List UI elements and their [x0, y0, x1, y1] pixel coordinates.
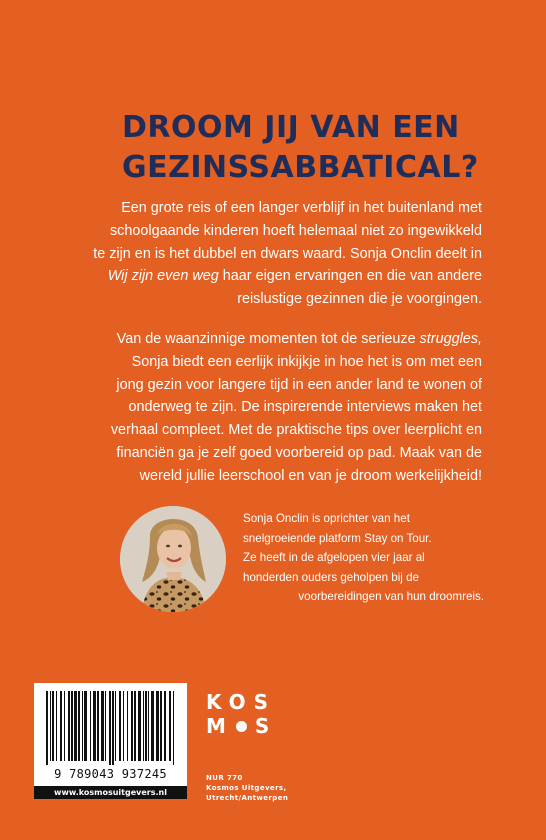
paragraph-line: verhaal compleet. Met de praktische tips over leerplicht en — [110, 422, 482, 439]
barcode-bar — [97, 691, 99, 761]
barcode-bar — [112, 691, 114, 765]
paragraph-line: onderweg te zijn. De inspirerende interviews maken het — [128, 399, 482, 416]
nur-code: NUR 770 — [206, 774, 243, 782]
paragraph-line — [86, 328, 482, 351]
barcode-bar — [82, 691, 83, 761]
bio-line: snelgroeiende platform Stay on Tour. — [243, 531, 432, 545]
barcode-bar — [115, 691, 116, 761]
barcode-bar — [160, 691, 162, 761]
logo-row-2 — [206, 714, 306, 738]
logo-letter: M — [206, 714, 234, 738]
barcode-bar — [123, 691, 124, 761]
paragraph-line: jong gezin voor langere tijd in een ander land te wonen of — [116, 376, 482, 393]
paragraph-line: financiën ga je zelf goed voorbereid op pad. Maak van de — [116, 444, 482, 461]
logo-dot-icon — [236, 721, 247, 732]
paragraph-line: wereld jullie leerschool en van je droom werkelijkheid! — [139, 467, 482, 484]
barcode-bar — [169, 691, 171, 761]
barcode-bar — [173, 691, 174, 765]
description-paragraph-1 — [86, 197, 482, 311]
barcode-bar — [156, 691, 159, 761]
barcode-bar — [134, 691, 136, 761]
bio-line: voorbereidingen van hun droomreis. — [298, 590, 484, 603]
barcode-bar — [101, 691, 104, 761]
barcode-bar — [164, 691, 166, 761]
paragraph-line — [86, 265, 482, 288]
barcode-bar — [127, 691, 128, 761]
paragraph-line: reislustige gezinnen die je voorgingen. — [237, 291, 482, 308]
barcode-bar — [143, 691, 144, 761]
barcode-bar — [109, 691, 111, 765]
paragraph-line: schoolgaande kinderen hoeft helemaal niet zo ingewikkeld — [109, 222, 482, 239]
barcode-bar — [56, 691, 57, 761]
headline — [122, 108, 502, 188]
headline-line-1: DROOM JIJ VAN EEN — [122, 110, 460, 145]
barcode-bar — [71, 691, 73, 761]
bio-line: honderden ouders geholpen bij de — [243, 570, 419, 584]
barcode-bar — [105, 691, 106, 761]
isbn-barcode — [34, 683, 187, 786]
barcode-bar — [145, 691, 147, 761]
barcode-bars — [42, 691, 179, 765]
barcode-bar — [50, 691, 51, 761]
barcode-bar — [78, 691, 80, 761]
barcode-bar — [131, 691, 133, 761]
publisher-info — [206, 773, 346, 803]
barcode-bar — [52, 691, 54, 761]
barcode-bar — [74, 691, 77, 761]
isbn-digits: 9 789043 937245 — [54, 767, 167, 781]
publisher-url: www.kosmosuitgevers.nl — [34, 786, 187, 799]
paragraph-line-prefix: Van de waanzinnige momenten tot de serieuze — [116, 331, 416, 347]
barcode-bar — [68, 691, 70, 761]
headline-line-2: GEZINSSABBATICAL? — [122, 150, 479, 185]
barcode-bar — [84, 691, 87, 761]
bio-line: Sonja Onclin is oprichter van het — [243, 512, 410, 525]
publisher-name: Kosmos Uitgevers, — [206, 784, 287, 792]
bio-line: Ze heeft in de afgelopen vier jaar al — [243, 551, 425, 564]
logo-row-1: KOS — [206, 690, 277, 714]
paragraph-line-rest: haar eigen ervaringen en die van andere — [222, 268, 482, 285]
publisher-city: Utrecht/Antwerpen — [206, 794, 289, 802]
italic-word: struggles, — [419, 331, 482, 347]
barcode-bar — [148, 691, 149, 761]
description-paragraph-2 — [86, 328, 482, 488]
barcode-bar — [119, 691, 121, 761]
barcode-bar — [90, 691, 91, 761]
barcode-bar — [46, 691, 48, 765]
paragraph-line: Een grote reis of een langer verblijf in het buitenland met — [121, 200, 482, 216]
barcode-bar — [138, 691, 141, 761]
book-title: Wij zijn even weg — [107, 268, 219, 285]
barcode-bar — [151, 691, 154, 761]
logo-letter: S — [254, 714, 278, 738]
barcode-bar — [64, 691, 65, 761]
paragraph-line: Sonja biedt een eerlijk inkijkje in hoe het is om met een — [131, 353, 482, 370]
author-bio — [243, 509, 484, 607]
author-photo — [120, 506, 226, 612]
barcode-bar — [60, 691, 62, 761]
barcode-bar — [93, 691, 96, 761]
kosmos-logo — [206, 690, 306, 738]
paragraph-line: te zijn en is het dubbel en dwars waard. Sonja Onclin deelt in — [93, 245, 482, 262]
